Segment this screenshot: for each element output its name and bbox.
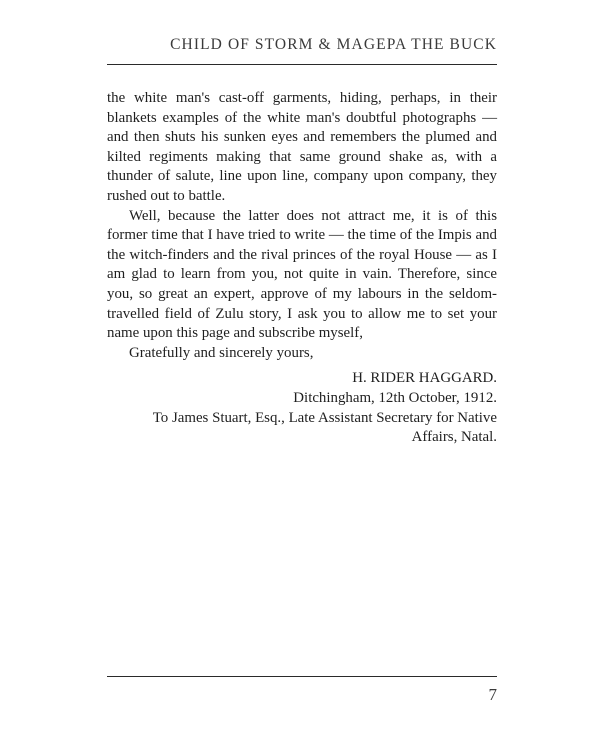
- page-number: 7: [488, 685, 497, 704]
- running-head-title: CHILD OF STORM & MAGEPA THE BUCK: [170, 36, 497, 53]
- footer-rule: [107, 676, 497, 677]
- paragraph-2: Well, because the latter does not attract me, it is of this former time that I have tried to write — the time of the Impis and the witch-finders and the rival princes of the royal House — as I am glad to learn from you, not quite in vain. Therefore, since you, so great an expert, approve of my labours in the seldom-travelled field of Zulu story, I ask you to allow me to set your name upon this page and subscribe myself,: [107, 207, 497, 342]
- addressee-line-2: Affairs, Natal.: [411, 429, 497, 446]
- signature-name: H. RIDER HAGGARD.: [352, 370, 497, 387]
- header-rule: [107, 64, 497, 65]
- paragraph-1: the white man's cast-off garments, hiding, perhaps, in their blankets examples of the white man's doubtful photographs — and then shuts his sunken eyes and remembers the plumed and kilted regiments making that same ground shake as, with a thunder of salute, line upon line, company upon company, they rushed out to battle.: [107, 90, 497, 204]
- signature-place-date: Ditchingham, 12th October, 1912.: [293, 389, 497, 406]
- signature-block: [107, 369, 497, 447]
- addressee-line-1: To James Stuart, Esq., Late Assistant Secretary for Native: [152, 409, 497, 426]
- closing-line: Gratefully and sincerely yours,: [129, 344, 314, 361]
- main-text: [107, 89, 497, 448]
